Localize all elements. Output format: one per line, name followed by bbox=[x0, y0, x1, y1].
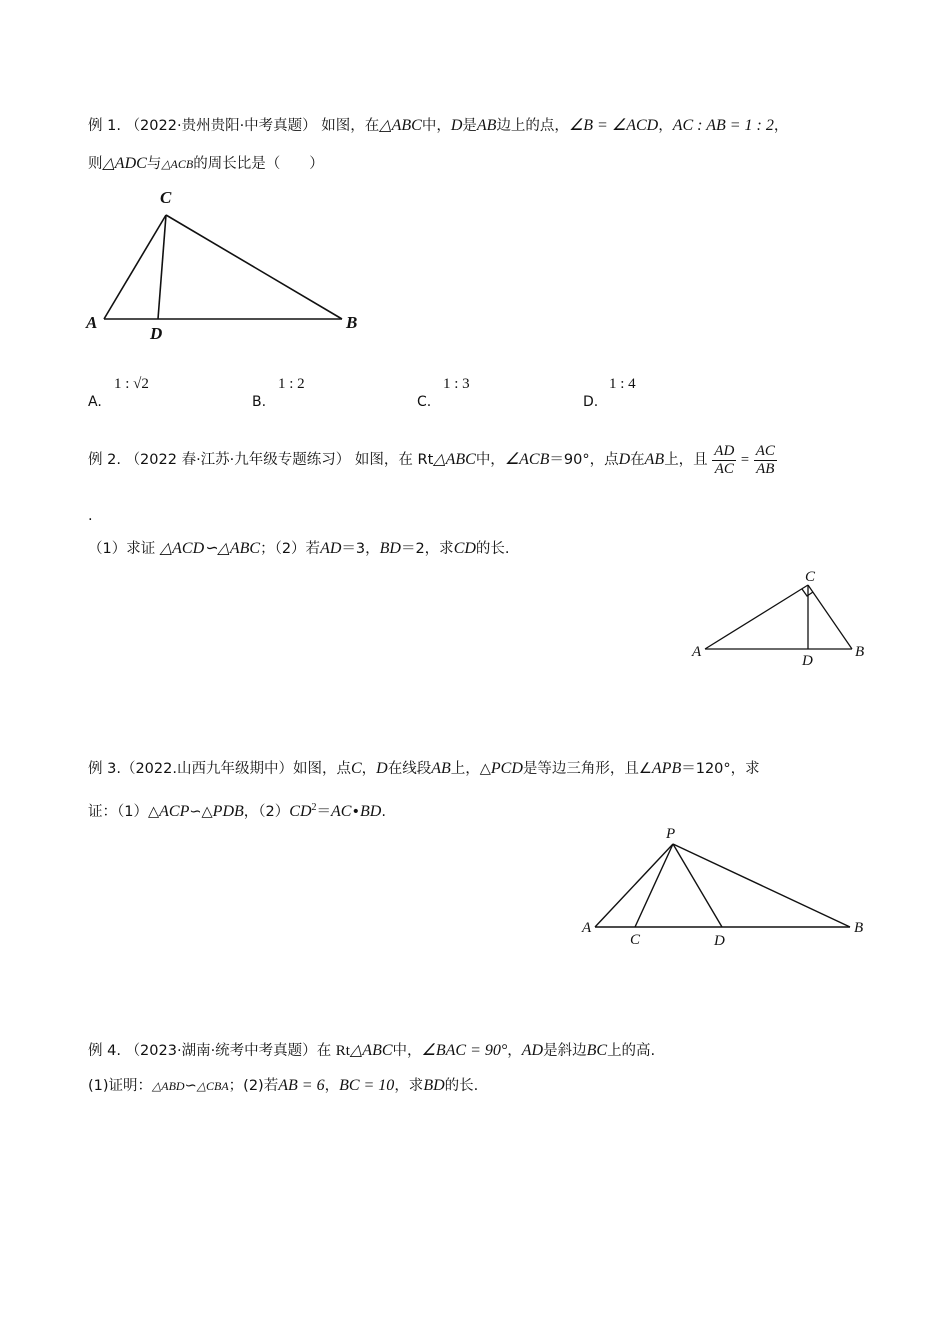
ex2-label: 例 2. bbox=[88, 452, 121, 468]
ex3-figure bbox=[578, 822, 878, 952]
ex3-label-c: C bbox=[630, 932, 641, 948]
ex4-label: 例 4. bbox=[88, 1043, 121, 1059]
ex2-label-c: C bbox=[805, 569, 816, 585]
ex4-line2: (1)证明：△ABD∽△CBA；(2)若AB = 6，BC = 10，求BD的长. bbox=[88, 1077, 479, 1094]
ex1-label: 例 1. bbox=[88, 118, 121, 134]
ex1-side-ac bbox=[104, 215, 166, 319]
ex1-choice-b[interactable]: B. 1 : 2 bbox=[252, 376, 305, 410]
ex3-label-b: B bbox=[854, 920, 864, 936]
ex2-fraction-ad-ac: $\frac{AD}{AC}$ bbox=[714, 442, 735, 477]
ex1-label-d: D bbox=[150, 324, 163, 343]
ex3-line2: 证：（1）△ACP∽△PDB，$(2)CD^2=AC•BD$. bbox=[88, 802, 386, 820]
ex1-source: （2022·贵州贵阳·中考真题） bbox=[125, 118, 317, 134]
ex1-choice-d[interactable]: D. 1 : 4 bbox=[583, 376, 636, 410]
ex2-figure bbox=[690, 565, 890, 675]
ex3-label-a: A bbox=[582, 920, 592, 936]
ex2-dot: . bbox=[88, 508, 93, 524]
ex1-line2: 则△ADC与△ACB的周长比是（ ） bbox=[88, 155, 324, 172]
ex2-label-d: D bbox=[802, 653, 813, 669]
ex3-segment-pc bbox=[635, 844, 673, 927]
ex3-source: （2022.山西九年级期中） bbox=[120, 761, 293, 777]
ex4-line1: 例 4. （2023·湖南·统考中考真题）在 Rt△ABC中，∠BAC = 90°，AD是斜边BC上的高. bbox=[88, 1042, 656, 1059]
ex1-segment-cd bbox=[158, 215, 166, 319]
ex3-line1: 例 3.（2022.山西九年级期中）如图，点C，D在线段AB上，△PCD是等边三角形，且∠APB＝120°，求 bbox=[88, 760, 760, 777]
ex2-question: （1）求证 △ACD∽△ABC；（2）若AD＝3，BD＝2，求CD的长. bbox=[88, 540, 510, 557]
ex1-choice-c[interactable]: C. 1 : 3 bbox=[417, 376, 470, 410]
ex1-side-cb bbox=[166, 215, 342, 319]
ex3-segment-pb bbox=[673, 844, 850, 927]
ex1-choice-a[interactable]: A. 1 : √2 bbox=[88, 376, 149, 410]
ex1-figure bbox=[80, 185, 380, 345]
ex1-label-b: B bbox=[346, 313, 358, 332]
ex2-fraction-ac-ab: $\frac{AC}{AB}$ bbox=[755, 442, 775, 477]
ex1-label-c: C bbox=[160, 188, 172, 207]
ex3-label-p: P bbox=[666, 826, 676, 842]
ex2-side-ac bbox=[705, 585, 808, 649]
ex2-side-cb bbox=[808, 585, 852, 649]
ex3-label-d: D bbox=[714, 933, 725, 949]
ex1-line1: 例 1. （2022·贵州贵阳·中考真题） 如图，在△ABC中，D是AB边上的点，∠B = ∠ACD，AC : AB = 1 : 2， bbox=[88, 117, 789, 134]
ex2-label-a: A bbox=[692, 644, 702, 660]
ex3-segment-pa bbox=[595, 844, 673, 927]
ex3-segment-pd bbox=[673, 844, 722, 927]
ex2-label-b: B bbox=[855, 644, 865, 660]
ex1-label-a: A bbox=[86, 313, 98, 332]
ex4-source: （2023·湖南·统考中考真题） bbox=[125, 1043, 317, 1059]
ex2-source: （2022 春·江苏·九年级专题练习） bbox=[125, 452, 351, 468]
ex2-line1: 例 2. （2022 春·江苏·九年级专题练习） 如图，在 Rt△ABC中，∠ACB＝90°，点D在AB上，且 $\frac{AD}{AC}$ = $\frac{AC}{AB}$ bbox=[88, 442, 775, 477]
ex3-label: 例 3. bbox=[88, 761, 121, 777]
